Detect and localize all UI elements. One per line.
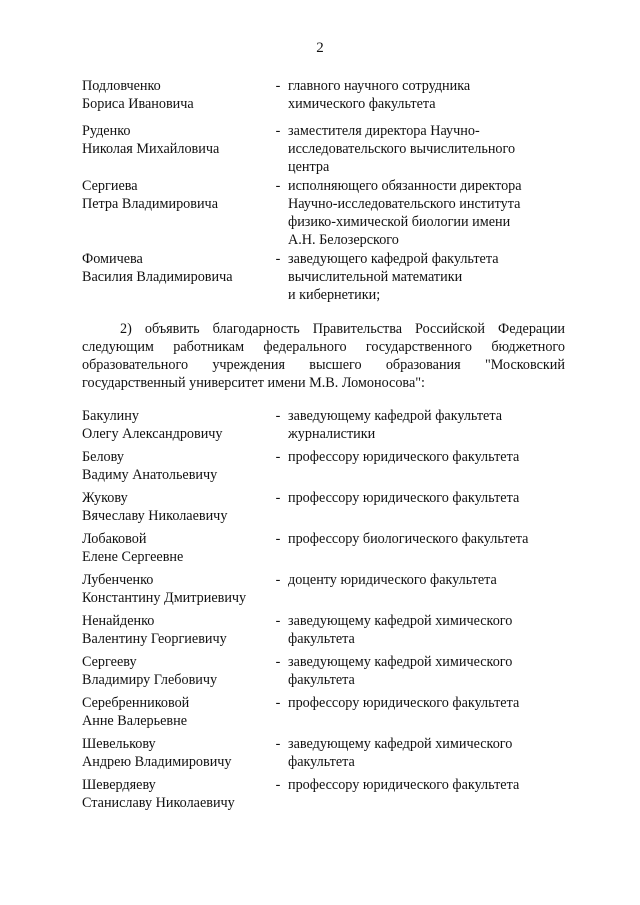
person-given-names: Олегу Александровичу xyxy=(82,426,223,442)
person-given-names: Николая Михайловича xyxy=(82,141,220,157)
list-item xyxy=(82,571,572,612)
separator-dash: - xyxy=(275,777,281,793)
person-position xyxy=(288,653,568,689)
paragraph-line: 2) объявить благодарность Правительства Российской Федерации xyxy=(120,321,565,337)
position-line: журналистики xyxy=(288,426,376,442)
position-line: и кибернетики; xyxy=(288,287,381,303)
person-given-names: Бориса Ивановича xyxy=(82,96,194,112)
list-item xyxy=(82,448,572,489)
position-line: Научно-исследовательского института xyxy=(288,196,521,212)
separator-dash: - xyxy=(275,251,281,267)
position-line: заместителя директора Научно- xyxy=(288,123,480,139)
person-name xyxy=(82,571,272,607)
list-item xyxy=(82,612,572,653)
person-position xyxy=(288,177,568,249)
separator-dash: - xyxy=(275,78,281,94)
paragraph-line: государственный университет имени М.В. Ломоносова": xyxy=(82,375,425,391)
person-surname: Фомичева xyxy=(82,251,143,267)
person-name xyxy=(82,489,272,525)
position-line: А.Н. Белозерского xyxy=(288,232,399,248)
position-line: заведующему кафедрой факультета xyxy=(288,408,503,424)
list-item xyxy=(82,77,572,122)
person-given-names: Валентину Георгиевичу xyxy=(82,631,227,647)
person-name xyxy=(82,776,272,812)
person-given-names: Анне Валерьевне xyxy=(82,713,187,729)
separator-dash: - xyxy=(275,654,281,670)
position-line: центра xyxy=(288,159,330,175)
person-position xyxy=(288,250,568,304)
person-name xyxy=(82,407,272,443)
person-position xyxy=(288,489,568,507)
position-line: исследовательского вычислительного xyxy=(288,141,516,157)
person-surname: Руденко xyxy=(82,123,131,139)
person-name xyxy=(82,250,272,286)
position-line: заведующему кафедрой химического xyxy=(288,654,513,670)
person-surname: Белову xyxy=(82,449,124,465)
list-item xyxy=(82,735,572,776)
position-line: вычислительной математики xyxy=(288,269,463,285)
person-name xyxy=(82,612,272,648)
person-position xyxy=(288,407,568,443)
person-surname: Ненайденко xyxy=(82,613,155,629)
person-position xyxy=(288,77,568,113)
list-item xyxy=(82,407,572,448)
person-surname: Лубенченко xyxy=(82,572,154,588)
position-line: факультета xyxy=(288,672,355,688)
separator-dash: - xyxy=(275,123,281,139)
position-line: профессору юридического факультета xyxy=(288,449,520,465)
separator-dash: - xyxy=(275,613,281,629)
list-item xyxy=(82,653,572,694)
separator-dash: - xyxy=(275,531,281,547)
list-item xyxy=(82,177,572,250)
person-given-names: Вячеславу Николаевичу xyxy=(82,508,228,524)
list-item xyxy=(82,776,572,817)
position-line: факультета xyxy=(288,754,355,770)
person-name xyxy=(82,448,272,484)
separator-dash: - xyxy=(275,490,281,506)
position-line: профессору юридического факультета xyxy=(288,777,520,793)
position-line: исполняющего обязанности директора xyxy=(288,178,522,194)
gratitude-list xyxy=(82,407,572,817)
person-position xyxy=(288,530,568,548)
person-surname: Сергиева xyxy=(82,178,138,194)
list-item xyxy=(82,530,572,571)
person-position xyxy=(288,735,568,771)
position-line: химического факультета xyxy=(288,96,436,112)
person-name xyxy=(82,122,272,158)
person-name xyxy=(82,653,272,689)
position-line: профессору биологического факультета xyxy=(288,531,529,547)
person-position xyxy=(288,448,568,466)
person-position xyxy=(288,122,568,176)
person-name xyxy=(82,77,272,113)
person-surname: Шевелькову xyxy=(82,736,156,752)
list-item xyxy=(82,694,572,735)
person-surname: Жукову xyxy=(82,490,128,506)
page-number: 2 xyxy=(316,40,324,56)
person-position xyxy=(288,612,568,648)
person-given-names: Константину Дмитриевичу xyxy=(82,590,247,606)
person-name xyxy=(82,735,272,771)
list-item xyxy=(82,122,572,177)
position-line: доценту юридического факультета xyxy=(288,572,497,588)
position-line: заведующему кафедрой химического xyxy=(288,736,513,752)
person-surname: Сергееву xyxy=(82,654,137,670)
position-line: главного научного сотрудника xyxy=(288,78,471,94)
paragraph-line: следующим работникам федерального государственного бюджетного xyxy=(82,339,565,355)
person-surname: Лобаковой xyxy=(82,531,147,547)
person-given-names: Андрею Владимировичу xyxy=(82,754,232,770)
person-surname: Шевердяеву xyxy=(82,777,156,793)
separator-dash: - xyxy=(275,736,281,752)
separator-dash: - xyxy=(275,695,281,711)
separator-dash: - xyxy=(275,178,281,194)
person-given-names: Станиславу Николаевичу xyxy=(82,795,235,811)
list-item xyxy=(82,250,572,310)
list-item xyxy=(82,489,572,530)
person-given-names: Вадиму Анатольевичу xyxy=(82,467,218,483)
person-given-names: Владимиру Глебовичу xyxy=(82,672,218,688)
paragraph-line: образовательного учреждения высшего образования "Московский xyxy=(82,357,565,373)
person-name xyxy=(82,694,272,730)
position-line: факультета xyxy=(288,631,355,647)
person-surname: Бакулину xyxy=(82,408,139,424)
person-position xyxy=(288,776,568,794)
person-given-names: Василия Владимировича xyxy=(82,269,233,285)
position-line: заведующему кафедрой химического xyxy=(288,613,513,629)
position-line: заведующего кафедрой факультета xyxy=(288,251,499,267)
separator-dash: - xyxy=(275,449,281,465)
position-line: профессору юридического факультета xyxy=(288,490,520,506)
person-given-names: Петра Владимировича xyxy=(82,196,218,212)
separator-dash: - xyxy=(275,408,281,424)
person-name xyxy=(82,177,272,213)
award-list-continued xyxy=(82,77,572,310)
person-given-names: Елене Сергеевне xyxy=(82,549,184,565)
person-surname: Серебренниковой xyxy=(82,695,190,711)
person-name xyxy=(82,530,272,566)
person-position xyxy=(288,571,568,589)
separator-dash: - xyxy=(275,572,281,588)
position-line: физико-химической биологии имени xyxy=(288,214,511,230)
position-line: профессору юридического факультета xyxy=(288,695,520,711)
section-paragraph xyxy=(82,320,565,392)
person-position xyxy=(288,694,568,712)
person-surname: Подловченко xyxy=(82,78,161,94)
